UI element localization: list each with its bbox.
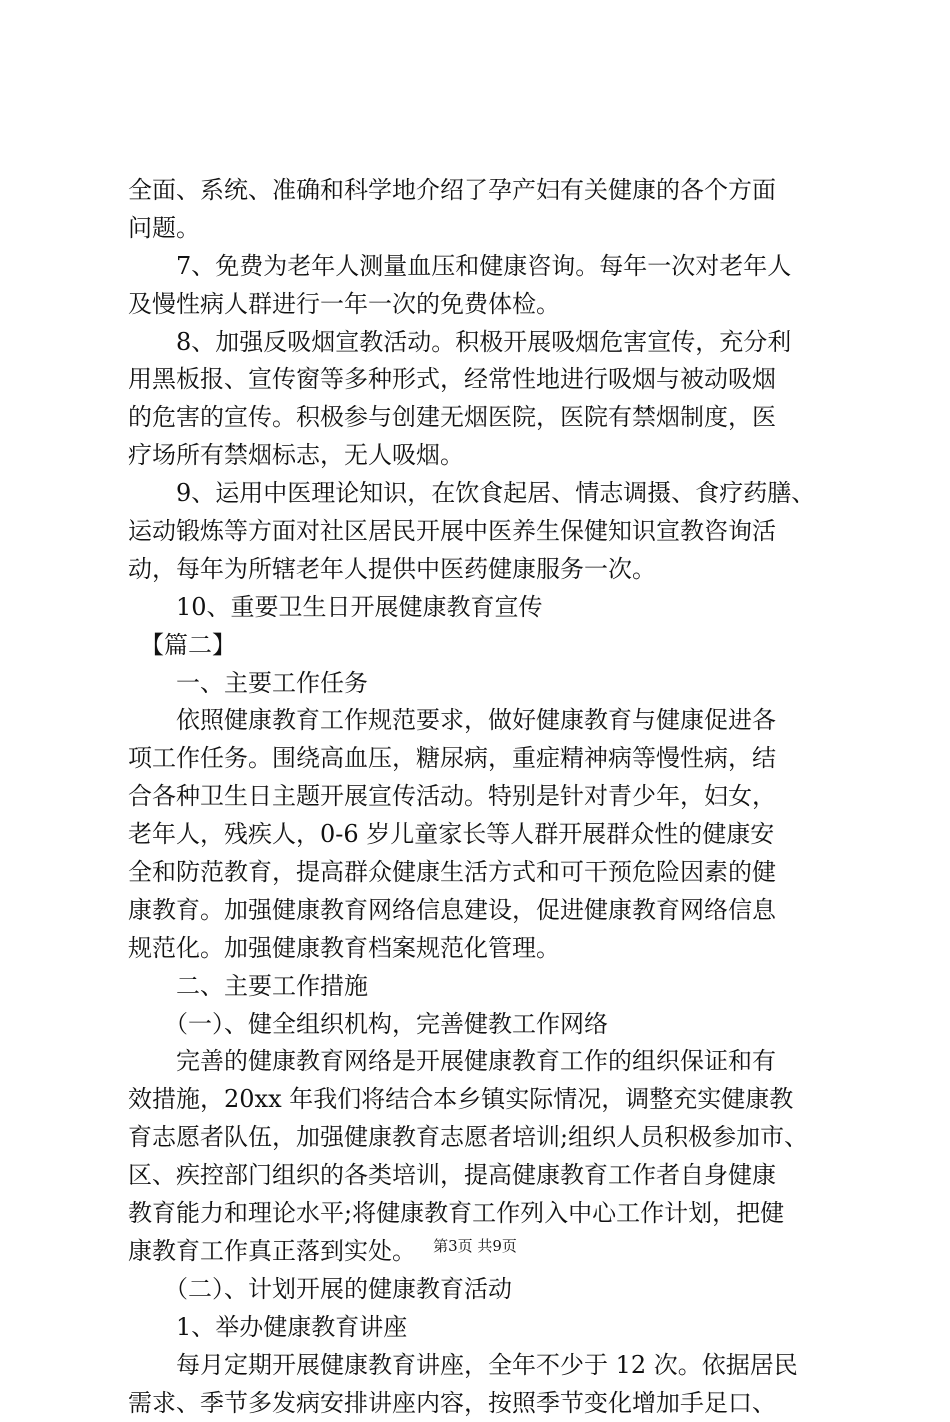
text-line: 项工作任务。围绕高血压，糖尿病，重症精神病等慢性病，结 bbox=[128, 740, 824, 778]
text-line: 康教育。加强健康教育网络信息建设，促进健康教育网络信息 bbox=[128, 892, 824, 930]
text-line: 运动锻炼等方面对社区居民开展中医养生保健知识宣教咨询活 bbox=[128, 513, 824, 551]
text-line: 及慢性病人群进行一年一次的免费体检。 bbox=[128, 286, 824, 324]
text-line: （二）、计划开展的健康教育活动 bbox=[128, 1271, 824, 1309]
text-line: 教育能力和理论水平;将健康教育工作列入中心工作计划，把健 bbox=[128, 1195, 824, 1233]
text-line: 区、疾控部门组织的各类培训，提高健康教育工作者自身健康 bbox=[128, 1157, 824, 1195]
text-line: 依照健康教育工作规范要求，做好健康教育与健康促进各 bbox=[128, 702, 824, 740]
page-footer: 第3页 共9页 bbox=[0, 1236, 950, 1256]
text-line: 完善的健康教育网络是开展健康教育工作的组织保证和有 bbox=[128, 1043, 824, 1081]
text-line: 每月定期开展健康教育讲座，全年不少于 12 次。依据居民 bbox=[128, 1347, 824, 1385]
text-line: 的危害的宣传。积极参与创建无烟医院，医院有禁烟制度，医 bbox=[128, 399, 824, 437]
text-line: 8、加强反吸烟宣教活动。积极开展吸烟危害宣传，充分利 bbox=[128, 324, 824, 362]
text-line: 老年人，残疾人，0-6 岁儿童家长等人群开展群众性的健康安 bbox=[128, 816, 824, 854]
text-line: 育志愿者队伍，加强健康教育志愿者培训;组织人员积极参加市、 bbox=[128, 1119, 824, 1157]
text-line: 9、运用中医理论知识，在饮食起居、情志调摄、食疗药膳、 bbox=[128, 475, 824, 513]
text-line: 【篇二】 bbox=[128, 627, 824, 665]
text-line: 10、重要卫生日开展健康教育宣传 bbox=[128, 589, 824, 627]
text-line: 问题。 bbox=[128, 210, 824, 248]
text-line: 7、免费为老年人测量血压和健康咨询。每年一次对老年人 bbox=[128, 248, 824, 286]
text-line: 1、举办健康教育讲座 bbox=[128, 1309, 824, 1347]
document-body bbox=[128, 172, 824, 1422]
text-line: 用黑板报、宣传窗等多种形式，经常性地进行吸烟与被动吸烟 bbox=[128, 361, 824, 399]
text-line: 全和防范教育，提高群众健康生活方式和可干预危险因素的健 bbox=[128, 854, 824, 892]
text-line: 需求、季节多发病安排讲座内容，按照季节变化增加手足口、 bbox=[128, 1385, 824, 1422]
text-line: 合各种卫生日主题开展宣传活动。特别是针对青少年，妇女， bbox=[128, 778, 824, 816]
text-line: 效措施，20xx 年我们将结合本乡镇实际情况，调整充实健康教 bbox=[128, 1081, 824, 1119]
text-line: 一、主要工作任务 bbox=[128, 665, 824, 703]
text-line: 动，每年为所辖老年人提供中医药健康服务一次。 bbox=[128, 551, 824, 589]
text-line: 康教育工作真正落到实处。 bbox=[128, 1233, 824, 1271]
text-line: （一）、健全组织机构，完善健教工作网络 bbox=[128, 1006, 824, 1044]
text-line: 二、主要工作措施 bbox=[128, 968, 824, 1006]
text-line: 规范化。加强健康教育档案规范化管理。 bbox=[128, 930, 824, 968]
text-line: 疗场所有禁烟标志，无人吸烟。 bbox=[128, 437, 824, 475]
text-line: 全面、系统、准确和科学地介绍了孕产妇有关健康的各个方面 bbox=[128, 172, 824, 210]
